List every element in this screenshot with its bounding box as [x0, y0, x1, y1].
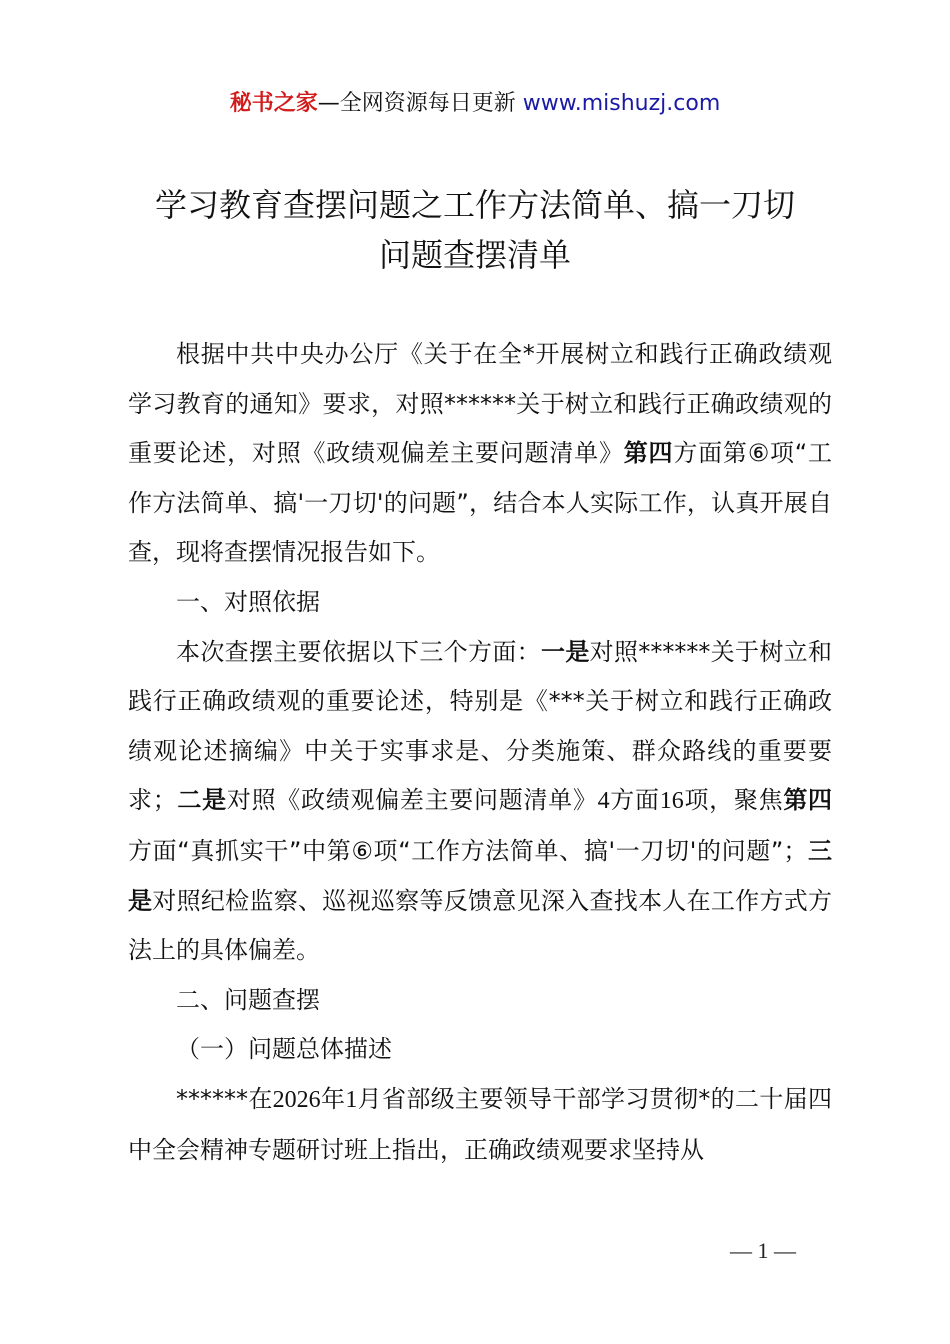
s1-text-7: 对照纪检监察、巡视巡察等反馈意见深入查找本人在工作方式方法上的具体偏差。 [128, 886, 833, 965]
site-tagline: —全网资源每日更新 [317, 91, 523, 116]
s2-number-1: 2026 [272, 1086, 321, 1113]
intro-paragraph [128, 330, 832, 578]
title-line-2: 问题查摆清单 [378, 236, 571, 274]
page-number: — 1 — [730, 1238, 796, 1263]
s1-text-6: 方面“真抓实干”中第⑥项“工作方法简单、搞'一刀切'的问题”； [128, 836, 808, 865]
intro-text-1: 根据中共中央办公厅《关于在全*开展树立和践行正确政绩观学习教育的通知》要求，对照******关于树立和践行正确政绩观的重要论述，对照《政绩观偏差主要问题清单》 [128, 340, 832, 468]
section2-heading: 二、问题查摆 [176, 985, 320, 1014]
site-header [0, 88, 950, 120]
intro-bold-1: 第四 [623, 439, 674, 468]
s2-text-1: ******在 [176, 1084, 273, 1113]
section1-paragraph [128, 628, 832, 976]
section2-subheading: （一）问题总体描述 [176, 1035, 392, 1064]
section1-heading: 一、对照依据 [176, 587, 320, 616]
s1-bold-4: 三是 [128, 836, 832, 915]
s2-text-2: 年 [320, 1084, 346, 1113]
s1-number-1: 4 [597, 788, 610, 815]
document-body [128, 330, 832, 1175]
site-url-link[interactable]: www.mishuzj.com [522, 91, 721, 116]
s1-text-5: 项，聚焦 [683, 786, 784, 815]
title-line-1: 学习教育查摆问题之工作方法简单、搞一刀切 [154, 186, 795, 224]
site-brand: 秘书之家 [229, 91, 318, 116]
s1-number-2: 16 [659, 788, 684, 815]
s1-text-3: 对照《政绩观偏差主要问题清单》 [226, 786, 598, 815]
s1-bold-1: 一是 [541, 637, 590, 666]
s1-bold-2: 二是 [176, 786, 227, 815]
s2-number-2: 1 [345, 1086, 358, 1113]
section2-paragraph [128, 1075, 832, 1175]
document-title [0, 180, 950, 280]
s2-text-3: 月省部级主要领导干部学习贯彻*的二十届四中全会精神专题研讨班上指出，正确政绩观要求坚持从 [128, 1084, 833, 1164]
s1-text-1: 本次查摆主要依据以下三个方面： [176, 637, 541, 666]
s1-bold-3: 第四 [783, 786, 833, 815]
s1-text-2: 对照******关于树立和践行正确政绩观的重要论述，特别是《***关于树立和践行正确政绩观论述摘编》中关于实事求是、分类施策、群众路线的重要要求； [128, 637, 833, 815]
s1-text-4: 方面 [609, 786, 660, 815]
intro-text-2: 方面第⑥项“工作方法简单、搞'一刀切'的问题”，结合本人实际工作，认真开展自查，现将查摆情况报告如下。 [128, 439, 833, 567]
